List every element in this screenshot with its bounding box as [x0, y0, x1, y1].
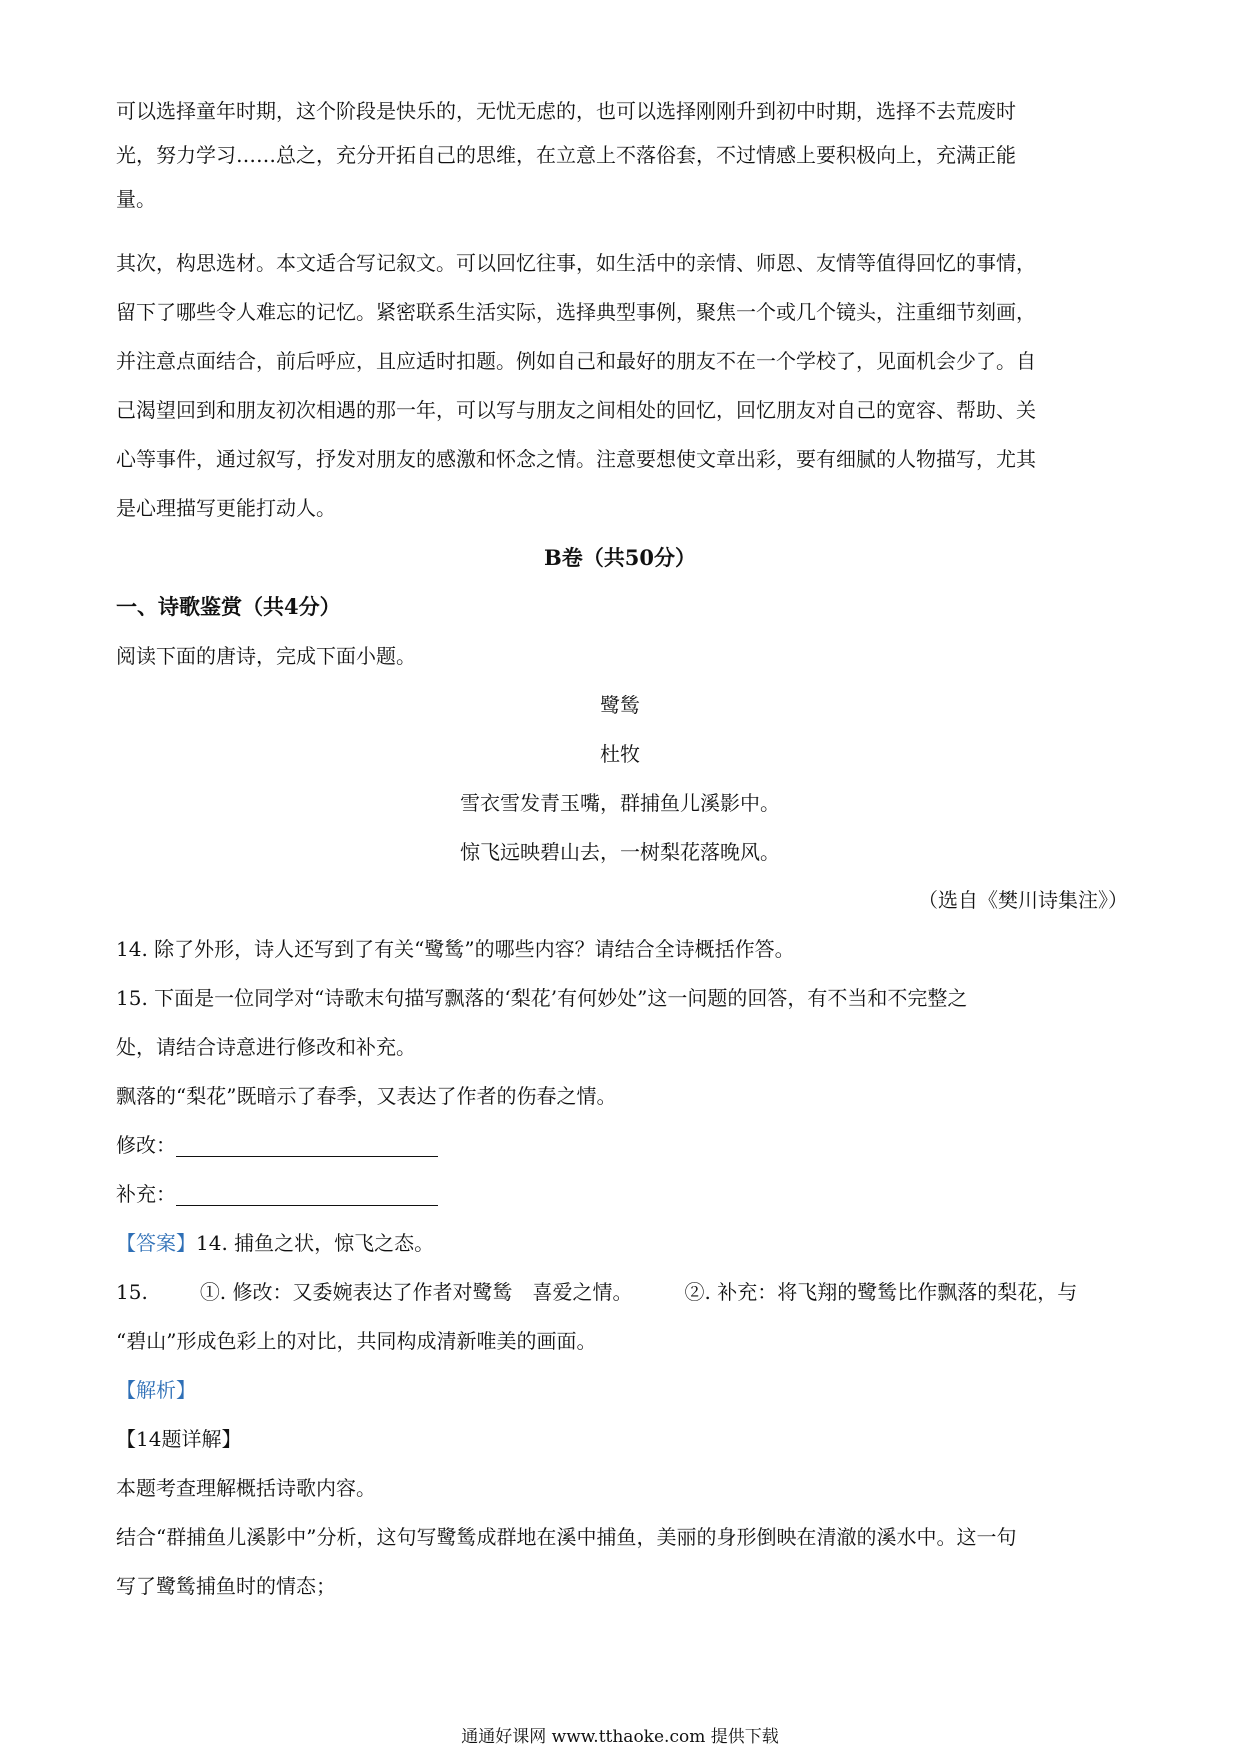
question-15-line-1: 15. 下面是一位同学对“诗歌末句描写飘落的‘梨花’有何妙处”这一问题的回答，有不当和不完整之: [116, 986, 968, 1010]
intro-line-2: 光，努力学习……总之，充分开拓自己的思维，在立意上不落俗套，不过情感上要积极向上，充满正能: [116, 143, 1016, 167]
answer-15-line-2: “碧山”形成色彩上的对比，共同构成清新唯美的画面。: [116, 1329, 597, 1353]
revise-blank: [176, 1136, 438, 1157]
intro-line-7: 己渴望回到和朋友初次相遇的那一年，可以写与朋友之间相处的回忆，回忆朋友对自己的宽容、帮助、关: [116, 398, 1036, 422]
poetry-instruction: 阅读下面的唐诗，完成下面小题。: [116, 644, 416, 668]
poem-line-1: 雪衣雪发青玉嘴，群捕鱼儿溪影中。: [460, 791, 780, 815]
intro-line-9: 是心理描写更能打动人。: [116, 496, 336, 520]
poem-source: （选自《樊川诗集注》）: [918, 888, 1128, 912]
answer-14-row: [116, 1231, 1126, 1255]
answer-15-row: [116, 1280, 1126, 1304]
poem-title: 鹭鸶: [600, 693, 640, 717]
question-15-sample-answer: 飘落的“梨花”既暗示了春季，又表达了作者的伤春之情。: [116, 1084, 617, 1108]
supplement-row: [116, 1182, 1126, 1206]
intro-line-4: 其次，构思选材。本文适合写记叙文。可以回忆往事，如生活中的亲情、师恩、友情等值得回忆的事情，: [116, 251, 1036, 275]
answer-15-part-1: ①. 修改：又委婉表达了作者对鹭鸶 喜爱之情。: [199, 1280, 633, 1304]
answer-tag: 【答案】: [116, 1231, 196, 1255]
section-b-title: B卷（共50分）: [544, 545, 696, 570]
intro-line-3: 量。: [116, 187, 156, 211]
analysis-line-3: 写了鹭鸶捕鱼时的情态；: [116, 1574, 336, 1598]
revise-label: 修改：: [116, 1133, 176, 1157]
intro-line-1: 可以选择童年时期，这个阶段是快乐的，无忧无虑的，也可以选择刚刚升到初中时期，选择不去荒废时: [116, 99, 1016, 123]
answer-15-number: 15.: [116, 1280, 148, 1304]
question-15-line-2: 处，请结合诗意进行修改和补充。: [116, 1035, 416, 1059]
analysis-line-1: 本题考查理解概括诗歌内容。: [116, 1476, 376, 1500]
intro-line-5: 留下了哪些令人难忘的记忆。紧密联系生活实际，选择典型事例，聚焦一个或几个镜头，注重细节刻画，: [116, 300, 1036, 324]
poem-line-2: 惊飞远映碧山去，一树梨花落晚风。: [460, 840, 780, 864]
question-14: 14. 除了外形，诗人还写到了有关“鹭鸶”的哪些内容？请结合全诗概括作答。: [116, 937, 795, 961]
analysis-tag: 【解析】: [116, 1378, 196, 1402]
intro-line-6: 并注意点面结合，前后呼应，且应适时扣题。例如自己和最好的朋友不在一个学校了，见面机会少了。自: [116, 349, 1036, 373]
poem-author: 杜牧: [600, 742, 640, 766]
intro-line-8: 心等事件，通过叙写，抒发对朋友的感激和怀念之情。注意要想使文章出彩，要有细腻的人物描写，尤其: [116, 447, 1036, 471]
supplement-label: 补充：: [116, 1182, 176, 1206]
supplement-blank: [176, 1185, 438, 1206]
analysis-line-2: 结合“群捕鱼儿溪影中”分析，这句写鹭鸶成群地在溪中捕鱼，美丽的身形倒映在清澈的溪水中。这一句: [116, 1525, 1017, 1549]
answer-15-part-2: ②. 补充：将飞翔的鹭鸶比作飘落的梨花，与: [684, 1280, 1078, 1304]
poetry-heading: 一、诗歌鉴赏（共4分）: [116, 594, 341, 619]
revise-row: [116, 1133, 1126, 1157]
footer: 通通好课网 www.tthaoke.com 提供下载: [461, 1727, 779, 1747]
answer-14: 14. 捕鱼之状，惊飞之态。: [196, 1231, 435, 1255]
analysis-14-heading: 【14题详解】: [116, 1427, 242, 1451]
